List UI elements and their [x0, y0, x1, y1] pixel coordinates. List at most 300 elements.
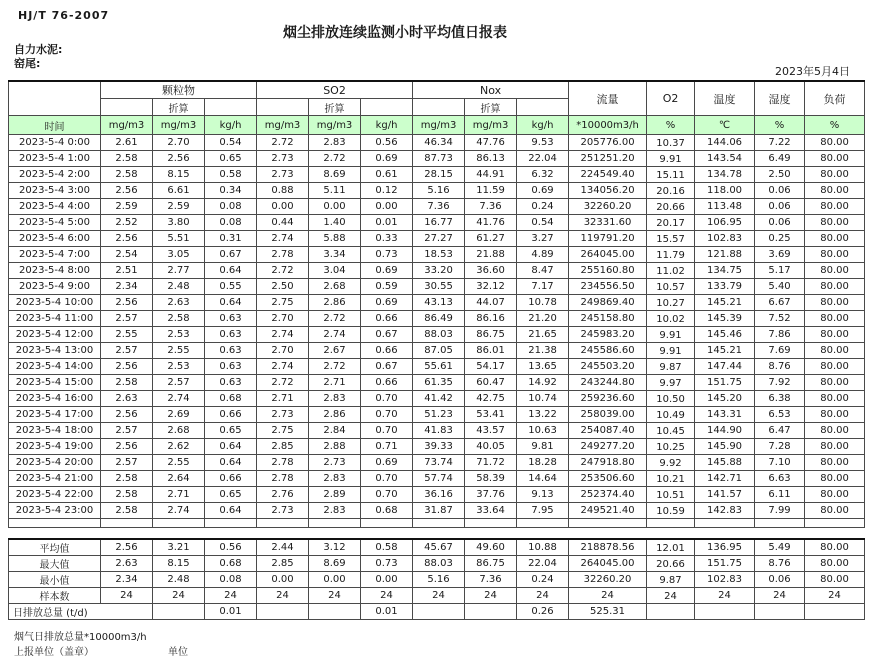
- summary-value-cell: 24: [153, 588, 205, 604]
- value-cell: 80.00: [805, 423, 865, 439]
- value-cell: 80.00: [805, 487, 865, 503]
- blank-cell: [413, 99, 465, 116]
- value-cell: 6.49: [755, 151, 805, 167]
- time-cell: 2023-5-4 10:00: [9, 295, 101, 311]
- value-cell: 2.52: [101, 215, 153, 231]
- value-cell: 0.67: [361, 327, 413, 343]
- time-cell: 2023-5-4 20:00: [9, 455, 101, 471]
- value-cell: 9.87: [647, 359, 695, 375]
- summary-label: 最大值: [9, 556, 101, 572]
- unit-cell: %: [805, 116, 865, 135]
- value-cell: 32260.20: [569, 199, 647, 215]
- value-cell: 6.32: [517, 167, 569, 183]
- value-cell: 0.01: [361, 215, 413, 231]
- value-cell: 41.42: [413, 391, 465, 407]
- value-cell: 2.86: [309, 295, 361, 311]
- value-cell: 36.60: [465, 263, 517, 279]
- value-cell: 0.67: [361, 359, 413, 375]
- value-cell: 3.27: [517, 231, 569, 247]
- value-cell: 145.46: [695, 327, 755, 343]
- blank-cell: [361, 99, 413, 116]
- value-cell: 254087.40: [569, 423, 647, 439]
- summary-value-cell: 5.49: [755, 539, 805, 556]
- table-row: [9, 167, 865, 183]
- standard-code: HJ/T 76-2007: [18, 9, 110, 22]
- value-cell: 0.64: [205, 263, 257, 279]
- value-cell: 142.83: [695, 503, 755, 519]
- value-cell: 80.00: [805, 327, 865, 343]
- value-cell: 142.71: [695, 471, 755, 487]
- summary-value-cell: 9.87: [647, 572, 695, 588]
- value-cell: 80.00: [805, 295, 865, 311]
- value-cell: 7.10: [755, 455, 805, 471]
- value-cell: 134.78: [695, 167, 755, 183]
- unit-cell: ℃: [695, 116, 755, 135]
- summary-value-cell: 151.75: [695, 556, 755, 572]
- value-cell: 2.88: [309, 439, 361, 455]
- value-cell: 147.44: [695, 359, 755, 375]
- daily-total-cell: [647, 604, 695, 620]
- unit-cell: mg/m3: [101, 116, 153, 135]
- value-cell: 18.28: [517, 455, 569, 471]
- table-row: [9, 135, 865, 151]
- summary-value-cell: 0.06: [755, 572, 805, 588]
- value-cell: 2.56: [101, 407, 153, 423]
- value-cell: 0.63: [205, 327, 257, 343]
- value-cell: 10.45: [647, 423, 695, 439]
- value-cell: 2.72: [309, 151, 361, 167]
- value-cell: 0.66: [205, 471, 257, 487]
- time-cell: 2023-5-4 19:00: [9, 439, 101, 455]
- value-cell: 36.16: [413, 487, 465, 503]
- value-cell: 21.38: [517, 343, 569, 359]
- value-cell: 0.71: [361, 439, 413, 455]
- table-row: [9, 327, 865, 343]
- value-cell: 5.11: [309, 183, 361, 199]
- time-cell: 2023-5-4 1:00: [9, 151, 101, 167]
- value-cell: 7.17: [517, 279, 569, 295]
- summary-value-cell: 0.00: [361, 572, 413, 588]
- unit-cell: %: [647, 116, 695, 135]
- value-cell: 2.75: [257, 295, 309, 311]
- value-cell: 80.00: [805, 455, 865, 471]
- value-cell: 37.76: [465, 487, 517, 503]
- value-cell: 14.64: [517, 471, 569, 487]
- value-cell: 71.72: [465, 455, 517, 471]
- summary-value-cell: 0.08: [205, 572, 257, 588]
- summary-value-cell: 2.85: [257, 556, 309, 572]
- value-cell: 86.49: [413, 311, 465, 327]
- value-cell: 10.49: [647, 407, 695, 423]
- value-cell: 0.63: [205, 359, 257, 375]
- value-cell: 0.08: [205, 199, 257, 215]
- value-cell: 2.73: [309, 455, 361, 471]
- value-cell: 245158.80: [569, 311, 647, 327]
- summary-value-cell: 24: [309, 588, 361, 604]
- table-row: [9, 455, 865, 471]
- value-cell: 2.83: [309, 503, 361, 519]
- value-cell: 61.27: [465, 231, 517, 247]
- value-cell: 80.00: [805, 263, 865, 279]
- unit-cell: kg/h: [205, 116, 257, 135]
- value-cell: 145.39: [695, 311, 755, 327]
- value-cell: 9.91: [647, 327, 695, 343]
- value-cell: 11.79: [647, 247, 695, 263]
- unit-cell: kg/h: [361, 116, 413, 135]
- summary-value-cell: 24: [695, 588, 755, 604]
- value-cell: 80.00: [805, 391, 865, 407]
- value-cell: 253506.60: [569, 471, 647, 487]
- value-cell: 7.52: [755, 311, 805, 327]
- value-cell: 10.02: [647, 311, 695, 327]
- page-title: 烟尘排放连续监测小时平均值日报表: [283, 25, 507, 41]
- summary-value-cell: 86.75: [465, 556, 517, 572]
- value-cell: 0.66: [361, 375, 413, 391]
- table-row: [9, 391, 865, 407]
- value-cell: 2.57: [153, 375, 205, 391]
- value-cell: 245586.60: [569, 343, 647, 359]
- value-cell: 60.47: [465, 375, 517, 391]
- value-cell: 88.03: [413, 327, 465, 343]
- unit-label: 单位: [168, 647, 188, 658]
- flue-gas-total-note: 烟气日排放总量*10000m3/h: [14, 632, 147, 643]
- value-cell: 33.20: [413, 263, 465, 279]
- value-cell: 10.37: [647, 135, 695, 151]
- table-row: [9, 503, 865, 519]
- value-cell: 1.40: [309, 215, 361, 231]
- value-cell: 2.78: [257, 455, 309, 471]
- value-cell: 2.76: [257, 487, 309, 503]
- summary-value-cell: 136.95: [695, 539, 755, 556]
- summary-row: [9, 539, 865, 556]
- value-cell: 0.69: [517, 183, 569, 199]
- time-cell: 2023-5-4 17:00: [9, 407, 101, 423]
- value-cell: 2.64: [153, 471, 205, 487]
- value-cell: 144.06: [695, 135, 755, 151]
- time-header-spacer: [9, 81, 101, 116]
- value-cell: 20.66: [647, 199, 695, 215]
- value-cell: 21.65: [517, 327, 569, 343]
- value-cell: 47.76: [465, 135, 517, 151]
- table-row: [9, 487, 865, 503]
- value-cell: 80.00: [805, 359, 865, 375]
- value-cell: 2.75: [257, 423, 309, 439]
- value-cell: 5.88: [309, 231, 361, 247]
- summary-value-cell: 218878.56: [569, 539, 647, 556]
- daily-total-cell: [465, 604, 517, 620]
- value-cell: 6.47: [755, 423, 805, 439]
- summary-value-cell: 264045.00: [569, 556, 647, 572]
- value-cell: 13.65: [517, 359, 569, 375]
- header-row-groups: [9, 81, 865, 99]
- value-cell: 2.56: [101, 183, 153, 199]
- value-cell: 39.33: [413, 439, 465, 455]
- value-cell: 80.00: [805, 247, 865, 263]
- value-cell: 145.21: [695, 295, 755, 311]
- time-cell: 2023-5-4 6:00: [9, 231, 101, 247]
- value-cell: 10.21: [647, 471, 695, 487]
- value-cell: 2.74: [309, 327, 361, 343]
- value-cell: 2.63: [101, 391, 153, 407]
- time-cell: 2023-5-4 0:00: [9, 135, 101, 151]
- value-cell: 6.53: [755, 407, 805, 423]
- value-cell: 145.21: [695, 343, 755, 359]
- table-row: [9, 439, 865, 455]
- value-cell: 0.68: [205, 391, 257, 407]
- value-cell: 249521.40: [569, 503, 647, 519]
- value-cell: 22.04: [517, 151, 569, 167]
- value-cell: 2.67: [309, 343, 361, 359]
- value-cell: 2.68: [153, 423, 205, 439]
- daily-total-cell: 0.26: [517, 604, 569, 620]
- value-cell: 264045.00: [569, 247, 647, 263]
- value-cell: 80.00: [805, 503, 865, 519]
- table-row: [9, 247, 865, 263]
- value-cell: 2.58: [101, 375, 153, 391]
- value-cell: 80.00: [805, 199, 865, 215]
- table-row: [9, 151, 865, 167]
- value-cell: 2.74: [153, 391, 205, 407]
- time-cell: 2023-5-4 14:00: [9, 359, 101, 375]
- table-row: [9, 199, 865, 215]
- value-cell: 0.69: [361, 295, 413, 311]
- value-cell: 2.57: [101, 311, 153, 327]
- value-cell: 42.75: [465, 391, 517, 407]
- daily-total-label: 日排放总量 (t/d): [9, 604, 153, 620]
- value-cell: 58.39: [465, 471, 517, 487]
- value-cell: 9.81: [517, 439, 569, 455]
- value-cell: 0.64: [205, 295, 257, 311]
- so2-group-header: SO2: [257, 81, 413, 99]
- blank-cell: [205, 519, 257, 528]
- table-row: [9, 359, 865, 375]
- value-cell: 2.77: [153, 263, 205, 279]
- value-cell: 5.40: [755, 279, 805, 295]
- table-row: [9, 311, 865, 327]
- summary-value-cell: 8.69: [309, 556, 361, 572]
- value-cell: 10.25: [647, 439, 695, 455]
- value-cell: 2.61: [101, 135, 153, 151]
- value-cell: 2.56: [101, 359, 153, 375]
- value-cell: 143.54: [695, 151, 755, 167]
- summary-value-cell: 24: [465, 588, 517, 604]
- summary-value-cell: 32260.20: [569, 572, 647, 588]
- value-cell: 32.12: [465, 279, 517, 295]
- value-cell: 8.47: [517, 263, 569, 279]
- summary-value-cell: 24: [257, 588, 309, 604]
- value-cell: 15.57: [647, 231, 695, 247]
- table-row: [9, 375, 865, 391]
- value-cell: 80.00: [805, 183, 865, 199]
- value-cell: 0.68: [361, 503, 413, 519]
- value-cell: 234556.50: [569, 279, 647, 295]
- value-cell: 2.58: [101, 503, 153, 519]
- blank-cell: [647, 519, 695, 528]
- value-cell: 43.57: [465, 423, 517, 439]
- value-cell: 3.04: [309, 263, 361, 279]
- value-cell: 0.06: [755, 183, 805, 199]
- value-cell: 2.53: [153, 359, 205, 375]
- value-cell: 0.66: [205, 407, 257, 423]
- value-cell: 2.72: [257, 263, 309, 279]
- value-cell: 0.00: [361, 199, 413, 215]
- value-cell: 0.56: [361, 135, 413, 151]
- nox-converted-label: 折算: [465, 99, 517, 116]
- value-cell: 6.63: [755, 471, 805, 487]
- value-cell: 44.07: [465, 295, 517, 311]
- value-cell: 0.08: [205, 215, 257, 231]
- summary-value-cell: 88.03: [413, 556, 465, 572]
- value-cell: 5.51: [153, 231, 205, 247]
- summary-value-cell: 49.60: [465, 539, 517, 556]
- value-cell: 87.05: [413, 343, 465, 359]
- value-cell: 0.70: [361, 471, 413, 487]
- value-cell: 7.22: [755, 135, 805, 151]
- o2-header: O2: [647, 81, 695, 116]
- daily-total-cell: [309, 604, 361, 620]
- summary-value-cell: 80.00: [805, 539, 865, 556]
- value-cell: 0.61: [361, 167, 413, 183]
- value-cell: 2.70: [257, 343, 309, 359]
- value-cell: 0.64: [205, 503, 257, 519]
- value-cell: 0.70: [361, 487, 413, 503]
- summary-value-cell: 5.16: [413, 572, 465, 588]
- nox-group-header: Nox: [413, 81, 569, 99]
- value-cell: 20.17: [647, 215, 695, 231]
- value-cell: 80.00: [805, 471, 865, 487]
- summary-row: [9, 572, 865, 588]
- value-cell: 3.34: [309, 247, 361, 263]
- value-cell: 0.70: [361, 391, 413, 407]
- blank-cell: [101, 519, 153, 528]
- value-cell: 11.59: [465, 183, 517, 199]
- value-cell: 2.71: [257, 391, 309, 407]
- value-cell: 118.00: [695, 183, 755, 199]
- value-cell: 106.95: [695, 215, 755, 231]
- table-row: [9, 295, 865, 311]
- blank-cell: [695, 519, 755, 528]
- daily-total-cell: 525.31: [569, 604, 647, 620]
- value-cell: 2.70: [153, 135, 205, 151]
- blank-cell: [465, 519, 517, 528]
- value-cell: 2.89: [309, 487, 361, 503]
- value-cell: 2.73: [257, 407, 309, 423]
- value-cell: 0.44: [257, 215, 309, 231]
- value-cell: 145.88: [695, 455, 755, 471]
- value-cell: 9.92: [647, 455, 695, 471]
- value-cell: 80.00: [805, 375, 865, 391]
- value-cell: 0.65: [205, 151, 257, 167]
- value-cell: 134.75: [695, 263, 755, 279]
- value-cell: 2.72: [309, 359, 361, 375]
- value-cell: 3.05: [153, 247, 205, 263]
- value-cell: 7.86: [755, 327, 805, 343]
- value-cell: 32331.60: [569, 215, 647, 231]
- value-cell: 245983.20: [569, 327, 647, 343]
- table-row: [9, 231, 865, 247]
- summary-label: 最小值: [9, 572, 101, 588]
- value-cell: 9.97: [647, 375, 695, 391]
- value-cell: 2.83: [309, 471, 361, 487]
- summary-value-cell: 102.83: [695, 572, 755, 588]
- blank-cell: [257, 99, 309, 116]
- value-cell: 2.56: [101, 295, 153, 311]
- daily-total-cell: [257, 604, 309, 620]
- load-header: 负荷: [805, 81, 865, 116]
- value-cell: 80.00: [805, 151, 865, 167]
- table-row: [9, 343, 865, 359]
- value-cell: 0.64: [205, 455, 257, 471]
- summary-value-cell: 24: [647, 588, 695, 604]
- value-cell: 0.67: [205, 247, 257, 263]
- flow-header: 流量: [569, 81, 647, 116]
- value-cell: 27.27: [413, 231, 465, 247]
- value-cell: 5.16: [413, 183, 465, 199]
- value-cell: 259236.60: [569, 391, 647, 407]
- value-cell: 16.77: [413, 215, 465, 231]
- value-cell: 2.34: [101, 279, 153, 295]
- value-cell: 21.88: [465, 247, 517, 263]
- value-cell: 0.31: [205, 231, 257, 247]
- value-cell: 2.72: [257, 375, 309, 391]
- value-cell: 2.58: [101, 471, 153, 487]
- value-cell: 51.23: [413, 407, 465, 423]
- summary-value-cell: 8.15: [153, 556, 205, 572]
- blank-cell: [309, 519, 361, 528]
- value-cell: 255160.80: [569, 263, 647, 279]
- blank-cell: [517, 519, 569, 528]
- value-cell: 13.22: [517, 407, 569, 423]
- value-cell: 145.20: [695, 391, 755, 407]
- value-cell: 57.74: [413, 471, 465, 487]
- daily-total-cell: [805, 604, 865, 620]
- value-cell: 245503.20: [569, 359, 647, 375]
- value-cell: 2.50: [257, 279, 309, 295]
- daily-total-cell: [755, 604, 805, 620]
- value-cell: 9.91: [647, 343, 695, 359]
- value-cell: 2.86: [309, 407, 361, 423]
- value-cell: 11.02: [647, 263, 695, 279]
- value-cell: 2.59: [153, 199, 205, 215]
- value-cell: 0.65: [205, 487, 257, 503]
- summary-value-cell: 2.56: [101, 539, 153, 556]
- value-cell: 55.61: [413, 359, 465, 375]
- value-cell: 2.71: [153, 487, 205, 503]
- value-cell: 7.36: [465, 199, 517, 215]
- value-cell: 247918.80: [569, 455, 647, 471]
- value-cell: 10.63: [517, 423, 569, 439]
- summary-value-cell: 45.67: [413, 539, 465, 556]
- value-cell: 86.13: [465, 151, 517, 167]
- value-cell: 2.56: [101, 231, 153, 247]
- value-cell: 8.15: [153, 167, 205, 183]
- value-cell: 10.78: [517, 295, 569, 311]
- unit-cell: mg/m3: [413, 116, 465, 135]
- daily-total-cell: [695, 604, 755, 620]
- value-cell: 33.64: [465, 503, 517, 519]
- summary-value-cell: 7.36: [465, 572, 517, 588]
- value-cell: 0.88: [257, 183, 309, 199]
- value-cell: 80.00: [805, 439, 865, 455]
- time-cell: 2023-5-4 8:00: [9, 263, 101, 279]
- daily-total-row: [9, 604, 865, 620]
- value-cell: 80.00: [805, 167, 865, 183]
- table-row: [9, 183, 865, 199]
- value-cell: 2.58: [101, 167, 153, 183]
- summary-value-cell: 0.00: [257, 572, 309, 588]
- time-cell: 2023-5-4 22:00: [9, 487, 101, 503]
- value-cell: 0.69: [361, 263, 413, 279]
